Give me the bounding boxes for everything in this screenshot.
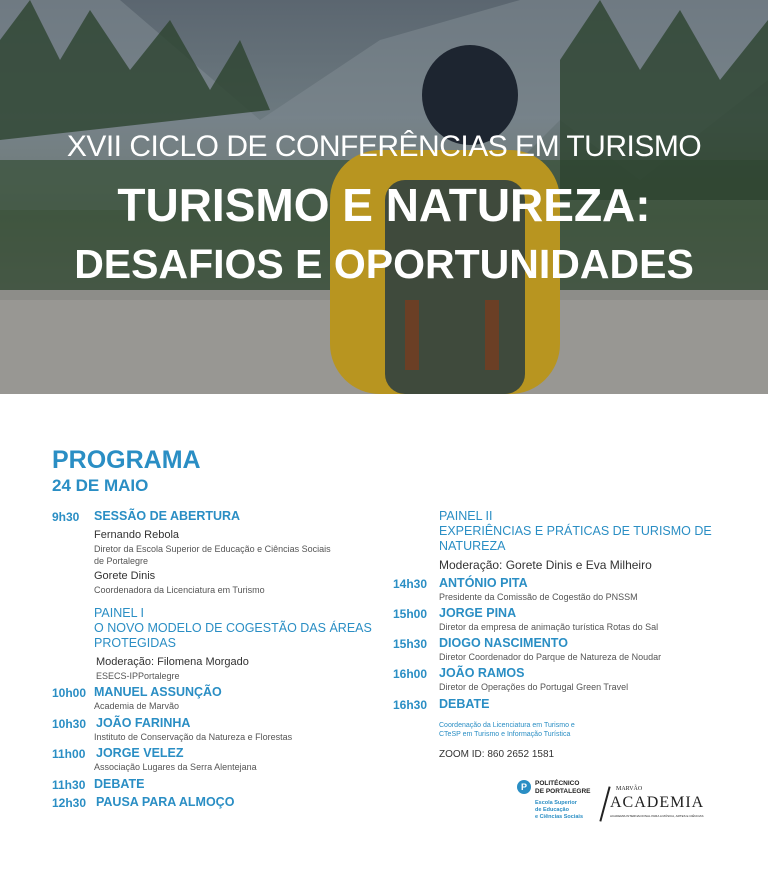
program-date: 24 DE MAIO [52,476,149,495]
session-desc: Diretor de Operações do Portugal Green Travel [439,682,629,692]
politecnico-name: DE PORTALEGRE [535,788,591,795]
panel2-moderation: Moderação: Gorete Dinis e Eva Milheiro [439,558,652,572]
session-time: 15h30 [393,637,428,651]
politecnico-logo [517,778,607,826]
session-time: 14h30 [393,577,428,591]
session-time: 15h00 [393,607,428,621]
session-speaker: MANUEL ASSUNÇÃO [94,685,222,699]
session-desc: Associação Lugares da Serra Alentejana [94,762,257,772]
panel1-heading: PAINEL I [94,606,145,620]
session-desc: Diretor Coordenador do Parque de Natureza de Noudar [439,652,662,662]
speaker-desc: Coordenadora da Licenciatura em Turismo [94,585,265,595]
conference-title-line1: TURISMO E NATUREZA: [117,179,651,231]
program-heading: PROGRAMA [52,446,201,474]
session-desc: Academia de Marvão [94,701,180,711]
academia-logo [604,786,714,826]
coordination-note: CTeSP em Turismo e Informação Turística [439,731,571,738]
conference-title-line2: DESAFIOS E OPORTUNIDADES [74,241,694,287]
session-speaker: JORGE VELEZ [96,746,184,760]
session-desc: Diretor da empresa de animação turística Rotas do Sal [439,622,659,632]
speaker-name: Fernando Rebola [94,529,180,541]
session-time: 11h00 [52,747,86,761]
session-speaker: JORGE PINA [439,606,517,620]
school-name: Escola Superior [535,800,577,806]
speaker-desc: Diretor da Escola Superior de Educação e Ciências Sociais [94,544,331,554]
panel2-title: EXPERIÊNCIAS E PRÁTICAS DE TURISMO DE [439,524,712,538]
session-time: 11h30 [52,778,86,792]
politecnico-name: POLITÉCNICO [535,780,580,787]
session-time: 16h30 [393,698,428,712]
opening-time: 9h30 [52,510,80,524]
speaker-desc: de Portalegre [94,556,149,566]
coordination-note: Coordenação da Licenciatura em Turismo e [439,722,575,729]
session-desc: Instituto de Conservação da Natureza e Florestas [94,732,293,742]
panel1-title: PROTEGIDAS [94,636,176,650]
school-name: e Ciências Sociais [535,814,583,820]
session-time: 10h00 [52,686,87,700]
hero-banner [0,0,768,394]
session-speaker: ANTÓNIO PITA [439,576,528,590]
academia-name: ACADEMIA [610,794,705,811]
session-desc: Presidente da Comissão de Cogestão do PNSSM [439,592,638,602]
panel1-moderation-desc: ESECS-IPPortalegre [96,671,180,681]
session-time: 16h00 [393,667,428,681]
school-name: de Educação [535,807,569,813]
conference-subtitle: XVII CICLO DE CONFERÊNCIAS EM TURISMO [66,130,702,163]
session-speaker: DEBATE [94,777,145,791]
session-speaker: DEBATE [439,697,490,711]
panel2-heading: PAINEL II [439,509,493,523]
academia-tagline: ACADEMIA INTERNACIONAL PARA A MÚSICA, ARTES E CIÊNCIAS [610,814,704,818]
panel1-moderation: Moderação: Filomena Morgado [96,656,249,668]
session-speaker: DIOGO NASCIMENTO [439,636,568,650]
session-speaker: JOÃO FARINHA [96,716,191,730]
zoom-id: ZOOM ID: 860 2652 1581 [439,749,555,760]
session-time: 12h30 [52,796,87,810]
politecnico-p-icon: P [517,780,531,794]
session-speaker: JOÃO RAMOS [439,666,525,680]
opening-label: SESSÃO DE ABERTURA [94,509,241,523]
session-time: 10h30 [52,717,87,731]
panel2-title: NATUREZA [439,539,506,553]
panel1-title: O NOVO MODELO DE COGESTÃO DAS ÁREAS [94,621,372,635]
session-speaker: PAUSA PARA ALMOÇO [96,795,235,809]
speaker-name: Gorete Dinis [94,570,156,582]
academia-marvao: MARVÃO [616,786,643,792]
